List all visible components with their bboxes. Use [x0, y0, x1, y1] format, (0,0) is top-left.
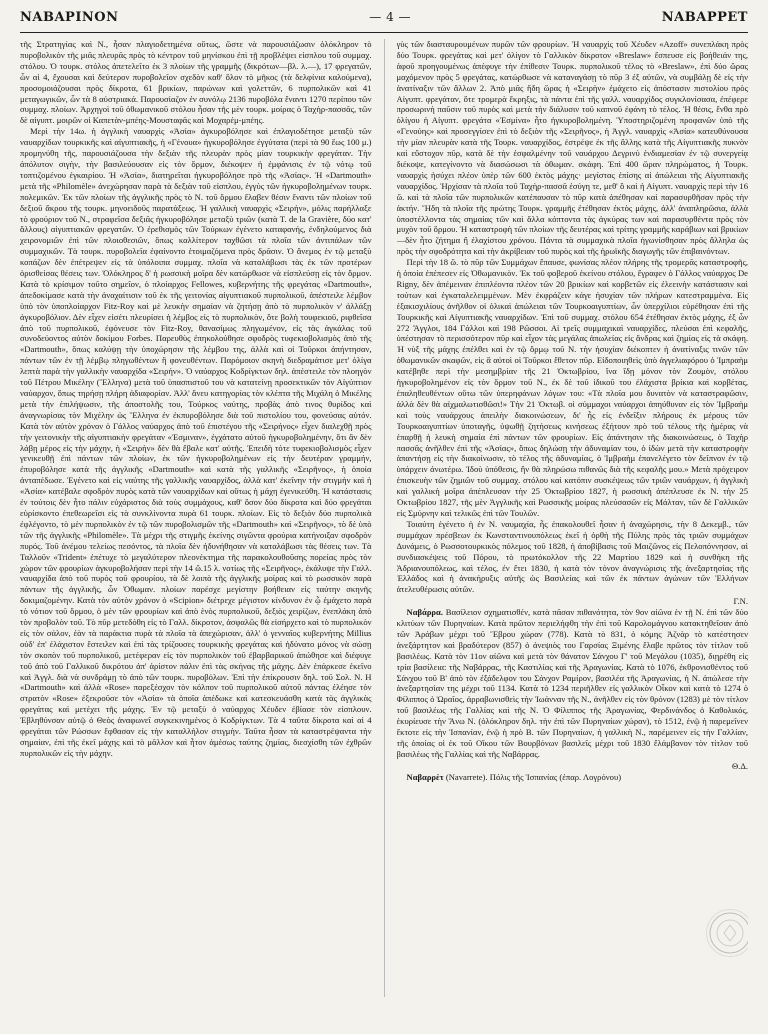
header-rule	[20, 32, 748, 33]
article-paragraph: Μερὶ τὴν 14ω. ἡ ἀγγλικὴ ναυαρχὶς «Ἀσία» ἀγκυροβόλησε καὶ ἐπλαγιοδέτησε μεταξὺ τῶν ναυαρχίδων τουρκικῆς καὶ αἰγυπτιακῆς, ἡ «Γένουα» ἠγκυροβόλησε ἐγγύτατα (περὶ τὰ 90 ἕως 100 μ.) προμηνύθη τῆς, παρουσιάζουσα τὴν δεξιὰν τῆς πλευρὰν πρὸς μίαν τουρκικὴν φρεγάταν. Τὴν ἀπόλυτον σιγὴν, τὴν βασιλεύουσαν εἰς τὸν ὅρμον, διέκοψεν ἡ ἐμφάνισις ἐν τῷ νότῳ τοῦ τοπτιζομένου ἐγκαιρίου. Ἡ «Ἀσία», διατηρεῖται ἠγκυροβόλησε πρὸ τῆς «Ἀσίας». Ἡ «Dartmouth» μετὰ τῆς «Philomèle» ἀνεχώρησαν παρὰ τὰ δεξιὰν τοῦ εἰσπλου, ἐγγὺς τῶν ἠγκυροβολημένων τουρκ. πολεμικῶν. Ἐκ τῶν πλοίων τῆς ἀγγλικῆς πρὸς τὸ Ν. τοῦ ὅρμου ἔλαβεν θέσιν ἔναντι τῶν πλοίων τοῦ δεξιοῦ ἄκρου τῆς τουρκ. μηνοειδοῦς παρατάξεως. Ἡ γαλλικὴ ναυαρχὶς «Σειρὴν», μόλις παρήλλαξε τὸ φρούριον τοῦ Ν., στραφεῖσα δεξιᾶς ἠγκυροβόλησε μεταξὺ τριῶν (κατὰ Τ. de la Gravière, δύο κατ' ἄλλους) αἰγυπτιακῶν φρεγατῶν. Ὁ ἐρεθισμὸς τῶν Τούρκων ἐγένετο καταφανής, ἐνδηλούμενος διὰ χειρονομιῶν ἐπὶ τῶν πλοιοθεσιῶν, ὅπως καλλίτερον ταχθῶσι τὰ πλοῖα τῶν ἀντιπάλων τῶν συμμαχικῶν. Τὰ τουρκ. πυροβολεῖα ἐφαίνοντο ἑτοιμαζόμενα πρὸς δρᾶσιν. Ὁ ἄνεμος ἐν τῷ μεταξὺ κοπάζων δὲν ἐπέτρεψεν εἰς τὰ ὑπόλοιπα συμμαχ. πλοῖα νὰ καταλάβωσι τὰς ἐκ τῶν προτέρων ὁρισθείσας θέσεις των. Ὁλόκληρος δ' ἡ ρωσσικὴ μοῖρα δὲν κατώρθωσε νὰ εἰσπλεύσῃ εἰς τὸν ὅρμον. Κατὰ τὸ κρίσιμον τοῦτο σημεῖον, ὁ πλοίαρχος Fellowes, κυβερνήτης τῆς φρεγάτας «Dartmouth», ἀπεδοκίμασε κατὰ τὴν ἀναχαίτισιν τοῦ ἐκ τῆς γειτονίας αἰγυπτιακοῦ πυρπολικοῦ, ἀπέστειλε λέμβον ὑπὸ τὸν ὑποπλοίαρχον Fitz-Roy καὶ μὲ λευκὴν σημαίαν νὰ ζητήσῃ ἀπὸ τὸ πυρπολικὸν ν' ἀλλάξῃ ἀγκυροβόλιον. Δὲν εἶχεν εἰσέτι πλευρίσει ἡ λέμβος εἰς τὸ πυρπολικὸν, ὅτε βολὴ τουφεκιοῦ, ριφθεῖσα ἀπὸ τοῦ πυρπολικοῦ, ἐφόνευσε τὸν Fitz-Roy, θανασίμως πληγωμένον, εἰς τὰς ἀγκάλας τοῦ συνοδεύοντος αὐτὸν δοκίμου Forbes. Παρευθὺς ἐπηκολούθησε σφοδρὸς τυφεκιοβολισμὸς ἀπὸ τῆς «Dartmouth», ὅπως καλύψῃ τὴν ὑποχώρησιν τῆς λέμβου της, ἀλλὰ καὶ οἱ Τοῦρκοι ἀπήντησαν, πάντων τῶν ἐν τῇ λέμβῳ πληγωθέντων ἢ φονευθέντων. Παρόμοιον σκηνὴ διεδραμάτισε μετ' ὀλίγα λεπτὰ παρὰ τὴν γαλλικὴν ναυαρχίδα «Σειρήν». Ὁ ναύαρχος Κοδρίγκτων δηλ. ἀπέστειλε τὸν πλοηγὸν τοῦ Πέτρου Μικέλην (Ἕλληνα) μετὰ τοῦ ὑπασπιστοῦ του νὰ κατατείνῃ προσεκτικῶν τὸν Αἰγύπτιον ναύαρχον, ὅπως τηρήσῃ πλήρη ἀδιαφορίαν. Ἀλλ' ἄνευ κατηγορίας τὸν κλέπτα τῆς Μιχάλη ὁ Μικέλης μετὰ τὴν ἐπιλήψωσιν, τῆς ἀποστολῆς του, Τούρκος ναύτης, προβὰς ἀπὸ τινος θυρίδος καὶ ἀναγνωρίσας τὸν Μιχέλην ὡς Ἕλληνα ἐν ἐκπυροβόλησε διὰ τοῦ πιστολίου του, φονεύσας αὐτόν. Κατὰ τὸν αὐτὸν χρόνον ὁ Γάλλος ναύαρχος ἀπὸ τοῦ ἑπιστέγου τῆς «Σειρήνος» εἶχεν διαλεχθῇ πρὸς τὴν γειτονικὴν τῆς αἰγυπτιακὴν φρεγάταν «Ἐσμιναν», ἐγχάτατο αὐτοῦ ἠγκυροβολημένην, ὅτι ἂν δὲν λάβῃ μέρος εἰς τὴν μάχην, ἡ «Σειρὴν» δὲν θὰ ἔβαλε κατ' αὐτῆς. Ἐπειδὴ τότε τυφεκιοβολισμὸς εἶχεν γενικευθῇ ἐπὶ πάντων τῶν πλοίων, ἐκ τῶν ἠγκυροβολημένων εἰς τὴν δευτέραν γραμμήν, ἐπυροβόλησε κατὰ τῆς ἀγγλικῆς «Dartmouth» καὶ κατὰ τῆς γαλλικῆς «Σειρῆνος», ἡ ὁποία ἀνταπέδωσε. Ἐγένετο καὶ εἰς ναύτης τῆς γαλλικῆς ναυαρχίδος, ἀλλὰ κατ' ἐκεῖνην τὴν στιγμὴν καὶ ἡ «Ἀσία» κατέβαλε σφοδρὸν πυρὸς κατὰ τῶν ναυαρχίδων καὶ οὕτως ἡ μάχη ἐγενικεύθη. Ἡ κατάστασις ἐν τούτοις δὲν ἦτο πάλιν εὐχάριστος διὰ τοὺς συμμάχους, καθ' ὅσον δύο δίκροτα καὶ δύο φρεγάται εὑρίσκοντο ἐπεθεωρεῖσι εἰς τὰ συνκλίνοντα πυρὰ 61 τουρκ. πλοίων. Εἰς τὸ δεξιὸν δύο πυρπολικὰ ἐφλέγοντο, τὸ μὲν πυρπολικὸν ἐν τῷ τῶν πυροβολισμῶν τῆς «Dartmouth» καὶ «Σειρῆνος», τὸ δὲ ὑπὸ τῶν τῆς ἀγγλικῆς «Philomèle». Τὰ μέχρι τῆς στιγμῆς ἐκείνης σιγῶντα φρούρια κατήνοιξαν σφοδρὸν πυρός. Τοῦ ἀνέμου τελείως πεσόντος, τὰ πλοῖα δὲν ἠδυνήθησαν νὰ καταλάβωσι τὰς θέσεις των. Τὰ Ταλλοῦν «Trident» ἐπέτυχε τὸ μεγαλύτερον πλεονέκτημα τῆς παρακολουθοῦσης πορείας πρὸς τὸν χώρον τῶν φρουρίων ἀγκυροβολήσαν περὶ τὴν 14 ὥ.15 λ. νοτίως τῆς «Σειρῆνος», ἐκάλυψε τὴν Γαλλ. ναυαρχίδα ἀπὸ τοῦ πυρὸς τοῦ φρουρίου, τὰ δὲ λοιπὰ τῆς ἀγγλικῆς μοίρας καὶ τὸ ρωσσικὸν παρὰ πάντων τῆς ἀγγλικῆς, ὧν Ὀθωμαν. πλοίων παρέσχε μεγίστην βοήθειαν εἰς ταύτην σκηνῆς δοκιμαζομένην. Κατὰ τὸν αὐτὸν χρόνον ὁ «Scipion» διέτρεχε μέγιστον κίνδυνον ἐν ᾧ ἐμάχετο παρὰ τὸ νότιον τοῦ ὅρμου, ὁ μὲν τῶν φρουρίων καὶ ἀπὸ ἑνὸς πυρπολικοῦ, δεξιὸς χειρίζων, ἐνεπλάκη ἀπὸ τὸν προβολὸν τοῦ. Τὸ πῦρ μετεδόθη εἰς τὸ Γαλλ. δίκροτον, ἀσφαλῶς θὰ εἰσήρχετο καὶ τὸ πυρπολικὸν εἰς τὸν σάλον, ἐὰν τὰ παράκτια πυρὰ τὰ πλοῖα τὰ ἀπεχώρισαν, ἀλλ' ὁ γενναῖος κυβερνήτης Millius οὐδ' ἐπ' ἐλάχιστον ἔστειλεν καὶ ἐπὶ τὰς τρίζουσες τουρκικὴς φρεγάτας καὶ ἠδύνατο μόνος νὰ σώσῃ τὸν σκοπὸν τοῦ πυρπολικοῦ, μετέφεραν εἰς τὸν πυρπολικὸν τοῦ ἐβαρβαρικοῦ ἀπώθησε καὶ διέφυγε τοῦ ἀπὸ τοῦ Γαλλικοῦ δικρότου ἀπ' ἀρίστον πάλιν ἐπὶ τὰς σκήνας τῆς μάχης. Δὲν ἐπάρκεσε ἐκεῖνο καὶ Ἀγγλ. διὰ νὰ συνδράμῃ τὸ ἀπὸ τῶν τουρκ. πυροβόλων. Ἐπὶ τὴν ἐπίκρουσιν δηλ. τοῦ Σολ. Ν. Η «Dartmouth» καὶ ἀλλὰ «Rose» παρεξέσχον τὸν κόλπον τοῦ πυρπολικοῦ αὐτοῦ πάντας ἐλέησε τὸν στρατὸν «Rose» ἐξεκροῦσε τὸν «Ἀσία» τὰ ὁποῖα ἀπέδωκε καὶ κατεσκευάσθη κατὰ τὰς ἀγγλικὰς φρεγάτας καὶ μετέχει τῆς μάχης. Ἐν τῷ μεταξὺ ὁ ναύαρχος Χέυδεν ἐβίασε τὸν εἰσπλουν. Ἐβληθύνσαν αὐτῷ ὁ Θεὸς ἀναφωνεῖ συγκεκινημένος ὁ Κοδρίγκτων. Τὰ 4 ταῦτα δίκροτα καὶ αἱ 4 φρεγάται τῶν Ρώσσων ἔφθασαν εἰς τὴν καταλλήλον στιγμὴν. Ταῦτα ἦσαν τὰ καταστρέψαντα τὴν σημαίαν, ἐπὶ τῆς ἐκεῖ μάχης καὶ τὸ μᾶλλον καὶ ἦτον ἀμέσως ταύτης ζημίας, διεσχίσθη τῶν ἐχθρῶν πυρπολικῶν εἰς τὴν μάχην.	[20, 126, 372, 758]
text-columns	[20, 39, 748, 997]
right-column	[397, 39, 749, 997]
encyclopedia-entry	[397, 607, 749, 760]
entry-body: Βασίλειον σχηματισθέν, κατὰ πᾶσαν πιθανότητα, τὸν 9ον αἰῶνα ἐν τῇ Ν. ἐπὶ τῶν δύο κλιτύων τῶν Πυρηναίων. Κατὰ πρῶτον περιελήφθη τὴν ἐπὶ τοῦ Καρολομάγνου κατακτηθεῖσαν ἀπὸ τῶν Ἀράβων μέχρι τοῦ Ἕβρου χώραν (778). Κατὰ τὸ 831, ὁ κόμης Ἀζνὰρ τὸ κατέστησεν ἀνεξάρτητον καὶ βραδύτερον (857) ὁ ἀνεψιὸς του Γαρσίας Ξιμένης ἔλαβε πρῶτος τὸν τίτλον τοῦ βασιλέως. Κατὰ τὸν 11ον αἰῶνα καὶ μετὰ τὸν θάνατον Σάνχου Γ' τοῦ Μεγάλου (1035), διῃρέθη εἰς τρία βασίλεια: τῆς Ναβάρρας, τῆς Καστιλίας καὶ τῆς Ἀραγωνίας. Κατὰ τὸ 1076, ἐκθρονισθέντος τοῦ Σάνχου τοῦ Β' ἀπὸ τὸν ἐξάδελφον του Σάνχον Ραμίρον, βασιλέα τῆς Ἀραγωνίας, ἡ Ν. ἀπώλεσε τὴν ἀνεξαρτησίαν της μέχρι τοῦ 1134. Κατὰ τὸ 1234 περιῆλθεν εἰς γαλλικὸν Οἶκον καὶ κατὰ τὸ 1274 ὁ Φίλιππος ὁ Ὡραῖος, ἀρραβωνισθεὶς τὴν Ἰωάνναν τῆς Ν., ἀνῆλθεν εἰς τὸν θρόνον (1283) μὲ τὸν τίτλον τοῦ βασιλέως τῆς Γαλλίας καὶ τῆς Ν. Ὁ Φίλιππος τῆς Ἀραγωνίας, Φερδινάνδος ὁ Καθολικός, ἐκυρίευσε τὴν Ἄνω Ν. (ὁλόκληρον δηλ. τὴν ἐπὶ τῶν Πυρηναίων χώραν), τὸ 1512, ἐνῷ ἡ παρεμεῖνεν ἔκτοτε εἰς τὴν Ἱσπανίαν, ἐνῷ ἡ πρὸ Β. τῶν Πυρηναίων, ἡ γαλλικὴ Ν., παρέμεινεν εἰς τὴν Γαλλίαν, τῆς ὁποίας οἱ ἐκ τοῦ Οἴκου τῶν Βουρβόνων βασιλεῖς μέχρι τοῦ 1830 ἔλάμβανον τὸν τίτλον τοῦ βασιλέως τῆς Γαλλίας καὶ τῆς Ναβάρρας.	[396, 607, 748, 759]
encyclopedia-page	[20, 10, 748, 1010]
encyclopedia-entry	[397, 772, 749, 783]
entry-body: Πόλις τῆς Ἱσπανίας (ἐπαρ. Λογρόνου)	[489, 771, 622, 782]
article-paragraph: Περὶ τὴν 18 ὥ. τὸ πῦρ τῶν Συμμάχων ἔπαυσε, φωνίσας πλέον πλήρης τῆς τρομερᾶς καταστροφῆς, ἡ ὁποία ἐπέπεσεν εἰς Ὀθωμανικὸν. Ἐκ τοῦ φοβεροῦ ἐκείνου στόλου, ἔγραφεν ὁ Γάλλος ναύαρχος De Rigny, δὲν ἀπέμειναν ἐπιπλέοντα πλέον τῶν 20 βρικίων καὶ κορβετῶν εἰς ἐλεεινὴν κατάστασιν καὶ τούτων καὶ ἐγκαταλελειμμένων. Μὲν ἐκφράζειν κάγε ἡσυχίαν τῶν πλήρων κατεστραμμένα. Εἰς ἐξακισχιλίους ἀνῆλθον οἱ ὀλικαὶ ἀπώλειαι τῶν Τουρκοαιγυπτίων, ὧν ὑπερχίλιοι εὑρέθησαν ἐπὶ τῆς Τουρκικῆς καὶ Αἰγυπτιακῆς ναυαρχίδων. Ἐπὶ τοῦ συμμαχ. στόλου 654 ἐτέθησαν ἐκτὸς μάχης, ἐξ ὧν 272 Ἄγγλοι, 184 Γάλλοι καὶ 198 Ρῶσσοι. Αἱ τρεῖς συμμαχικαὶ ναυαρχίδες, πλεύσαι ἐπὶ κεφαλῆς, ὑπέστησαν τὸ περισσότερον πῦρ καὶ εἶχον τὰς μεγάλας ἀπωλείας εἰς ἄνδρας καὶ ζημίας εἰς τὰ σκάφη. Ἡ νὺξ τῆς μάχης ἐπέλθει καὶ ἐν τῷ ὅρμῳ τοῦ Ν. τὴν ἡσυχίαν διέκοπτεν ἡ ἀνατίναξις τινῶν τῶν ὀθωμανικῶν σκαφῶν, εἰς ἃ αὐτοὶ οἱ Τοῦρκοι ἔθετον πῦρ. Εἰδοποιηθεὶς ὑπὸ ἀγγελιαφόρου ὁ Ἰμπραὴμ κατέβηθε περὶ τὴν μεσημβρίαν τῆς 21 Ὀκτωβρίου, ἵνα ἴδῃ μόνον τὸν Ζουμὸν, στόλου ἠγκυροβολημένον εἰς τὸν ὅρμον τοῦ Ν., ἐκ δὲ τοῦ ἰδικοῦ του ἐλάχιστα βρίκια καὶ κορβέτας, ἐπαληθευθέντων οὕτω τῶν ὑπερηφάνων λόγων του: «Τὰ πλοῖα μου δυνατὸν νὰ καταστραφῶσιν, ἀλλὰ δὲν θὰ αἰχμαλωτισθῶσι!» Τὴν 21 Ὀκτωβ. οἱ σύμμαχοι ναύαρχοι ἀπηύθυναν εἰς τὸν Ἰμβραὴμ καὶ τοὺς ναυάρχους ἀπειλὴν διακοινώσεων, δι' ἧς εἰς ἐνδεῖξιν πλήρους ἐκ μέρους τῶν Τουρκοαιγυπτίων ὑποταγῆς, ὑψωθῇ ζητήσεως κινήσεως ἐξήτουν πρὸ τοῦ τέλους τῆς ἡμέρας νὰ ἐπαρθῇ ἡ λευκὴ σημαία ἐπὶ πάντων τῶν φρουρίων. Εἰς ἀπάντησιν τῆς διακοινώσεως, ὁ Ταχὴρ πασσᾶς ἀνῆλθεν ἐπὶ τῆς «Ἀσίας», ὅπως δηλώσῃ τὴν ἀδυναμίαν του, ὁ ἰδὼν μετὰ τὴν καταστροφὴν ἀπαντήσῃ εἰς τὴν διακοίνωσιν, τὸ τέλος τῆς ἀδυναμίας, ὁ Ἰμβραὴμ ἐπανελέγετο τὸν δεῖπνον ἐν τῷ ὑπάρχειν ἀνωτέρω. Ἰδοὺ ὑπόθεσις, ἣν θὰ πληρώσω πιθανῶς διὰ τῆς κεφαλῆς μου.» Μετὰ πρόχειρον ἐπισκευὴν τῶν ζημιῶν τοῦ συμμαχ. στόλου καὶ κατόπιν συσκέψεως τῶν τριῶν ναυάρχων, ἡ ἀγγλικὴ καὶ γαλλικὴ μοῖρα ἀπέπλευσαν τὴν 25 Ὀκτωβρίου 1827, ἡ ρωσσικὴ ἀπέπλευσε ἐκ Ν. τὴν 25 Ὀκτωβρίου 1827, τῆς μὲν Ἀγγλικῆς καὶ Ρωσσικῆς μοίρας πλεύσασῶν εἰς Μάλταν, τῶν δὲ Γαλλικῶν εἰς Σμύρνην καὶ τελικῶς ἐπὶ τῶν Τουλῶν.	[396, 257, 748, 518]
article-paragraph: γὺς τῶν διασταυρουμένων πυρῶν τῶν φρουρίων. Ἡ ναυαρχὶς τοῦ Χέυδεν «Azoff» συνεπλάκη πρὸς δύο Τουρκ. φρεγάτας καὶ μετ' ὀλίγον τὸ Γαλλικὸν δίκροτον «Breslaw» ἔσπευσε εἰς βοήθειάν της, ἀφοῦ προηγουμένως ἀπέφυγε τὴν ἐπίθεσιν Τουρκ. πυρπολικοῦ τέλος τὸ «Breslaw», ἐπὶ δύο ὥρας μαχόμενον πρὸς 5 φρεγάτας, κατώρθωσε νὰ καταναγάσῃ τὸ πῦρ 3 ἐξ αὐτῶν, νὰ συμβάλῃ δὲ εἰς τὴν ἀνατίναξιν τῶν ἄλλων 2. Ἀπὸ μιᾶς ἤδη ὥρας ἡ «Σειρὴν» ἐμάχετο εἰς ἀπόστασιν πιστολίου πρὸς Αἰγυπτ. φρεγάταν, ὅτε τρομερὰ ἔκρηξις, τὰ πάντα ἐπὶ τῆς γαλλ. ναυαρχίδος συγκλονίσασα, ἐπέφερε προσωρινὴ παῦσιν τοῦ πυρὸς καὶ μετὰ τὴν διάλυσιν τοῦ καπνοῦ ἐφάνη τὸ τέλος. Ἡ θέσις, ἔνθα πρὸ ὀλίγου ἡ Αἰγυπτ. φρεγάτα «Ἐσμίνα» ἦτο ἠγκυροβολημένη. Ὑποστηριζομένη προφανῶν ὑπὸ τῆς «Γενούης» καὶ προσεγγίσεν ἐπὶ τὸ δεξιὸν τῆς «Σειρῆνος», ἡ Ἀγγλ. ναυαρχὶς «Ἀσία» κατευθύνουσα τὴν μίαν πλευρὰν κατὰ τῆς Τουρκ. ναυαρχίδος, ἐστρέψε ἐκ τῆς ἄλλης κατὰ τῆς Αἰγυπτιακῆς πυκνὸν καὶ εὔστοχον πῦρ, κατὰ δὲ τὴν ἐσφαλμένην τοῦ ναυάρχου Δεγρινύ ἐνδιαμεσίαν ἐν τῷ συνεργείᾳ διέκοψε, κατεγίνοντο νὰ διασώσωσι τὰ ὀθωμαν. σκάφη. Ἐπὶ 400 ὥραν πληρώματος, ἡ Τουρκ. ναυαρχὶς ἡσύχει πλέον ὑπὲρ τῶν 600 ἐκτὸς μάχης· μεγίστας ἐπίσης αἱ ἀπώλειαι τῆς Αἰγυπτιακῆς ναυαρχίδος. Ἠρχίσαν τὰ πλοῖα τοῦ Ταχὴρ-πασσᾶ ἐσύγη τε, μεθ' ὃ καὶ ἡ Αἰγυπτ. ναυαρχὶς περὶ τὴν 16 ὥ. καὶ τὰ πλοῖα τῶν πυρπολικῶν κατέπαυσαν τὸ πῦρ κατὰ ἀπέθησαν καὶ παρασυρθῆσαν πρὸς τὴν ἀκτήν. Ἤδη τὰ πλοῖα τῆς πρώτης Τουρκ. γραμμῆς ἐτέθησαν ἐκτὸς μάχης, ἀλλ' ἀναπληρῶσια, ἀλλὰ ὑποστέλλοντα τὰς σημαίας τῶν καὶ ἄλλα κόπτοντα τὰς ἀγκύρας των καὶ παρασυρθέντα πρὸς τὸν μυχὸν τοῦ ὅρμου. Ἡ καταστροφὴ τῶν πλοίων τῆς δευτέρας καὶ τρίτης γραμμῆς καράβιων καὶ βρικίων—δὲν ἦτο ζήτημα ἢ ἐλαχίστου χρόνου. Πάντα τὰ συμμαχικὰ πλοῖα ἠγωνίσθησαν πρὸς ἄλληλα ὡς πρὸς τὴν σφοδρότητα καὶ τὴν ἀκρίβειαν τοῦ πυρὸς καὶ τῆς ἡρωϊκῆς διαγωγῆς τῶν ἐπιβαινόντων.	[396, 39, 748, 257]
left-column	[20, 39, 372, 997]
running-head	[20, 10, 748, 30]
library-stamp-icon	[706, 909, 748, 957]
article-paragraph: τῆς Στρατηγίας καὶ Ν., ἦσαν πλαγιοδετημένα οὕτως, ὥστε νὰ παρουσιάζωσιν ὁλόκληρον τὸ πυροβολικὸν τῆς μιᾶς πλευρᾶς πρὸς τὸ κέντρον τοῦ μηνίσκου ἐπὶ τῇ προβλέψει εἰσπλου τοῦ συμμαχ. στόλου. Ὁ τουρκ. στόλος ἀπετελεῖτο ἐκ 3 πλοίων τῆς γραμμῆς (δικρότων—βλ. λ.—), 17 φρεγατῶν, ὧν αἱ 4, ἔχουσαι καὶ δεύτερον πυροβολεῖον σχεδὸν καθ' ὅλον τὸ μῆκος (τὰ δελφίνια καλούμενα), προσομοιάζουσαι πρὸς δίκροτα, 61 βρικίων, παρώνων καὶ γολεττῶν, 6 πυρπολικῶν καὶ 41 μεταγωγικῶν, ὧν τὰ 8 αὐστριακά. Παρουσίαζον ἐν συνόλῳ 2136 πυροβόλα ἔναντι 1270 περίπου τῶν συμμαχ. πλοίων. Ἀρχηγοὶ τοῦ ὀθωμανικοῦ στόλου ἦσαν τῆς μὲν τουρκ. μοίρας ὁ Ταχὴρ-πασσᾶς, τῶν δὲ αἰγυπτ. μοιρῶν οἱ Καπετὰν-μπέης-Μουσταφᾶς καὶ Μοχαρέμ-μπέης.	[20, 39, 372, 126]
running-head-right: ΝΑΒΑΡΡΕΤ	[661, 10, 748, 25]
author-initials: Γ.Ν.	[733, 596, 748, 607]
entry-headword: Ναβαρρὲτ	[406, 771, 444, 782]
column-divider	[384, 39, 385, 997]
running-head-left: ΝΑΒΑΡΙΝΟΝ	[20, 10, 119, 25]
article-paragraph: Τοιαύτη ἐγένετο ἡ ἐν Ν. ναυμαχία, ἧς ἐπακολουθεῖ ἦσαν ἡ ἀναχώρησις, τὴν 8 Δεκεμβ., τῶν συμμάχων πρέσβεων ἐκ Κωνσταντινουπόλεως ἐκεῖ ἡ ὀρθὴ τῆς Πύλης πρὸς τὰς τριῶν συμμάχων Δυνάμεις, ὁ Ρωσσοτουρκικὸς πόλεμος τοῦ 1828, ἡ ἀποβίβασις τοῦ Μαιζῶνος εἰς Πελοπόννησον, αἱ συνδιασκέψεις τοῦ Πόρου, τὸ πρωτόκολλον τῆς 22 Μαρτίου 1829 καὶ ἡ συνθήκη τῆς Ἀδριανουπόλεως, καὶ τέλος, ἐν ἔτει 1830, ἡ κατὰ τὸν τόνον ἀναγνώρισις τῆς ἀνεξαρτησίας τῆς Ἑλλάδος καὶ ἡ ἀνακήρυξις αὐτῆς ὡς Βασιλείας καὶ τῶν ἐκ πάντων ἀγώνων τῶν Ἑλλήνων ἀτελευθέρωσις αὐτῶν.	[396, 518, 748, 595]
entry-latin-name: (Navarrete).	[445, 771, 488, 782]
page-number: — 4 —	[369, 10, 412, 24]
entry-headword: Ναβάρρα.	[406, 607, 443, 618]
author-initials: Θ.Δ.	[731, 760, 748, 771]
